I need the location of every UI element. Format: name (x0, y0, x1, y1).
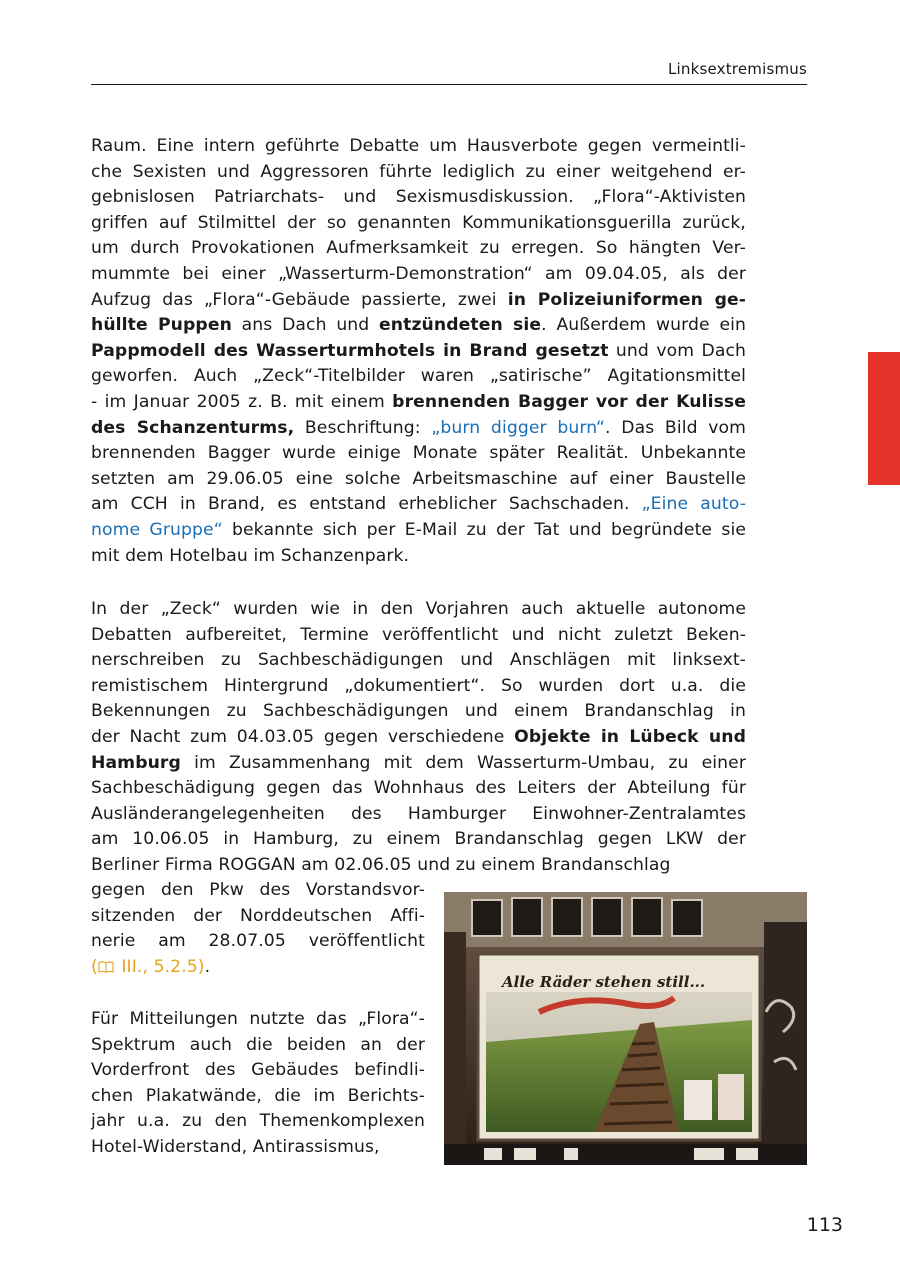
text-run: der Nacht zum 04.03.05 gegen verschiedene (91, 726, 515, 747)
text-line (91, 674, 746, 700)
text-run: am 10.06.05 in Hamburg, zu einem Brandanschlag gegen LKW der (91, 829, 746, 850)
page-number: 113 (806, 1214, 843, 1236)
text-line (91, 776, 746, 802)
text-run: Beschriftung: (294, 417, 432, 438)
text-run: Ausländerangelegenheiten des Hamburger Einwohner-Zentralamtes (91, 803, 746, 824)
text-run: Sachbeschädigung gegen das Wohnhaus des Leiters der Abteilung für (91, 778, 746, 799)
text-run: . Außerdem wurde ein (541, 315, 746, 336)
photo-plakatwand (444, 892, 807, 1165)
text-line (91, 211, 746, 237)
bold-text: in Polizeiuniformen ge- (507, 289, 747, 310)
text-run: nerie am 28.07.05 veröffentlicht (91, 931, 425, 952)
text-run: griffen auf Stilmittel der so genannten Kommunikationsguerilla zurück, (91, 212, 746, 233)
text-run: mummte bei einer „Wasserturm-Demonstration“ am 09.04.05, als der (91, 263, 746, 284)
paragraph-2-continued (91, 878, 425, 980)
text-run: gebnislosen Patriarchats- und Sexismusdiskussion. „Flora“-Aktivisten (91, 187, 746, 208)
bold-text: Pappmodell des Wasserturmhotels in Brand gesetzt (91, 340, 609, 361)
paragraph-1 (91, 134, 746, 569)
chapter-side-tab (868, 352, 900, 485)
text-run: Vorderfront des Gebäudes befindli- (91, 1060, 425, 1081)
banner-text: Alle Räder stehen still... (502, 973, 706, 991)
photo-graphic (444, 892, 807, 1165)
text-run: Für Mitteilungen nutzte das „Flora“- (91, 1009, 425, 1029)
paragraph-3 (91, 1007, 425, 1161)
text-run: Debatten aufbereitet, Termine veröffentlicht und nicht zuletzt Beken- (91, 624, 746, 645)
text-line (91, 929, 425, 955)
text-line (91, 802, 746, 828)
text-line (91, 492, 746, 518)
text-line (91, 313, 746, 339)
text-run: ans Dach und (231, 315, 380, 336)
text-line (91, 827, 746, 853)
text-run: bekannte sich per E-Mail zu der Tat und begründete sie (222, 519, 746, 540)
text-line (91, 416, 746, 442)
text-line (91, 441, 746, 467)
text-line (91, 725, 746, 751)
text-line (91, 467, 746, 493)
text-line (91, 185, 746, 211)
text-run: um durch Provokationen Aufmerksamkeit zu erregen. So hängten Ver- (91, 238, 746, 259)
text-line (91, 518, 746, 544)
header-rule (91, 84, 807, 85)
text-run: In der „Zeck“ wurden wie in den Vorjahren auch aktuelle autonome (91, 599, 746, 619)
text-line (91, 751, 746, 777)
text-line (91, 288, 746, 314)
text-line (91, 623, 746, 649)
book-icon (98, 961, 114, 973)
text-run: im Zusammenhang mit dem Wasserturm-Umbau, zu einer (180, 752, 746, 773)
text-run: - im Januar 2005 z. B. mit einem (91, 391, 393, 412)
reference-line: ( III., 5.2.5). (91, 956, 211, 977)
text-run: sitzenden der Norddeutschen Affi- (91, 905, 425, 926)
text-run: Hotel-Widerstand, Antirassismus, (91, 1136, 380, 1157)
bold-text: entzündeten sie (379, 315, 542, 336)
text-line (91, 648, 746, 674)
text-run: che Sexisten und Aggressoren führte lediglich zu einer weitgehend er- (91, 161, 746, 182)
bold-text: brennenden Bagger vor der Kulisse (392, 391, 746, 412)
bold-text: Hamburg (91, 752, 181, 773)
quoted-highlight: nome Gruppe“ (91, 519, 223, 540)
text-run: Berliner Firma ROGGAN am 02.06.05 und zu einem Brandanschlag (91, 854, 671, 875)
text-line (91, 699, 746, 725)
text-run: Aufzug das „Flora“-Gebäude passierte, zwei (91, 289, 508, 310)
page-header-title: Linksextremismus (667, 60, 807, 78)
text-line (91, 134, 746, 160)
text-line (91, 597, 746, 623)
quoted-highlight: „Eine auto- (641, 494, 746, 515)
text-line (91, 853, 746, 879)
text-run: . Das Bild vom (604, 417, 746, 438)
text-run: nerschreiben zu Sachbeschädigungen und Anschlägen mit linksext- (91, 650, 746, 671)
text-run: am CCH in Brand, es entstand erheblicher Sachschaden. (91, 494, 642, 515)
text-line (91, 878, 425, 904)
text-run: und vom Dach (608, 340, 746, 361)
text-run: chen Plakatwände, die im Berichts- (91, 1085, 425, 1106)
text-run: gegen den Pkw des Vorstandsvor- (91, 880, 425, 900)
text-line (91, 1109, 425, 1135)
text-line (91, 236, 746, 262)
cross-reference-link[interactable]: ( III., 5.2.5) (91, 956, 205, 977)
text-line (91, 544, 746, 570)
text-line (91, 364, 746, 390)
quoted-highlight: „burn digger burn“ (431, 417, 605, 438)
paragraph-2 (91, 597, 746, 879)
text-run: Bekennungen zu Sachbeschädigungen und einem Brandanschlag in (91, 701, 746, 722)
text-run: Spektrum auch die beiden an der (91, 1034, 425, 1055)
text-line (91, 160, 746, 186)
text-line (91, 904, 425, 930)
bold-text: hüllte Puppen (91, 315, 232, 336)
text-line (91, 1007, 425, 1033)
text-line (91, 1135, 425, 1161)
text-line (91, 1058, 425, 1084)
text-run: mit dem Hotelbau im Schanzenpark. (91, 545, 410, 566)
text-line (91, 1084, 425, 1110)
text-run: brennenden Bagger wurde einige Monate später Realität. Unbekannte (91, 443, 746, 464)
text-line (91, 390, 746, 416)
text-run: setzten am 29.06.05 eine solche Arbeitsmaschine auf einer Baustelle (91, 468, 746, 489)
text-run: geworfen. Auch „Zeck“-Titelbilder waren „satirische” Agitationsmittel (91, 366, 746, 387)
bold-text: des Schanzenturms, (91, 417, 295, 438)
text-run: Raum. Eine intern geführte Debatte um Hausverbote gegen vermeintli- (91, 136, 746, 156)
text-run: jahr u.a. zu den Themenkomplexen (91, 1111, 425, 1132)
text-run: remistischem Hintergrund „dokumentiert“. So wurden dort u.a. die (91, 675, 746, 696)
bold-text: Objekte in Lübeck und (514, 726, 746, 747)
text-line (91, 1033, 425, 1059)
text-line (91, 339, 746, 365)
text-line (91, 262, 746, 288)
